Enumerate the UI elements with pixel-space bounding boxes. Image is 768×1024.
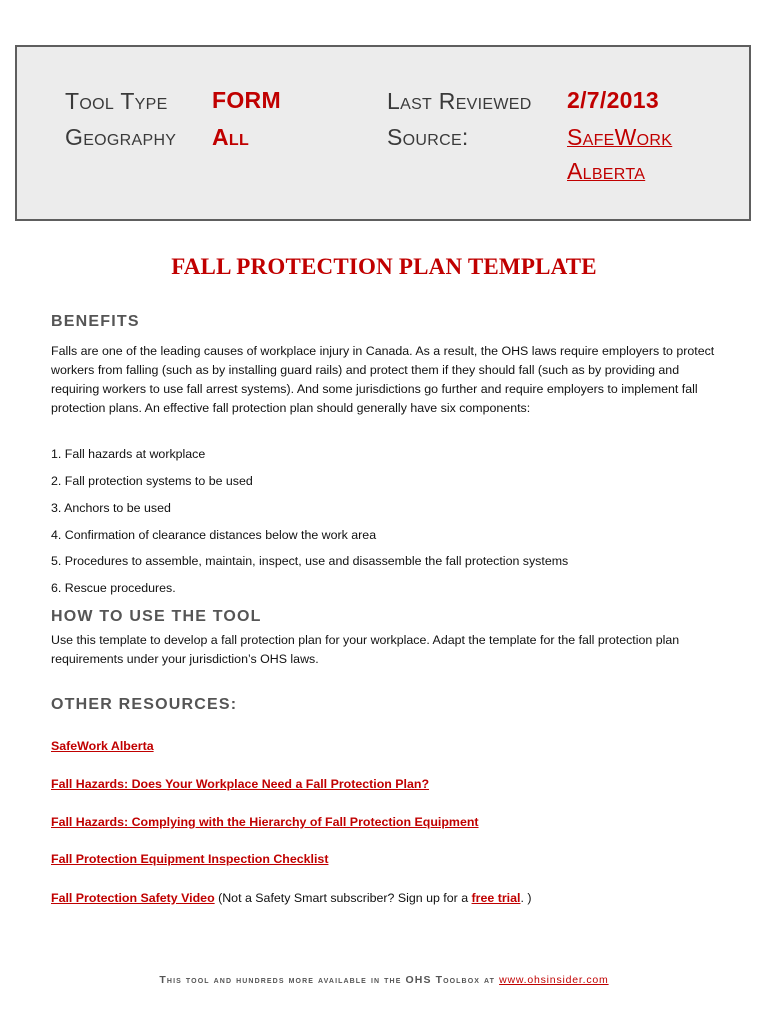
benefits-paragraph [51, 342, 723, 418]
source-link-line2[interactable]: Alberta [567, 158, 646, 184]
how-to-text: Use this template to develop a fall protection plan for your workplace. Adapt the template for the fall protection plan requirements under your jurisdiction’s OHS laws. [51, 633, 680, 666]
source-link-line1[interactable]: SafeWork [567, 124, 673, 150]
resource-link-fall-protection-plan[interactable]: Fall Hazards: Does Your Workplace Need a Fall Protection Plan? [51, 777, 430, 791]
video-suffix-b: . ) [520, 891, 532, 905]
tool-type-value: FORM [212, 87, 281, 113]
footer [0, 974, 768, 986]
resources-heading: OTHER RESOURCES: [51, 696, 238, 713]
geography-label: Geography [65, 124, 177, 150]
video-suffix-a: (Not a Safety Smart subscriber? Sign up for a [214, 891, 472, 905]
footer-link[interactable]: www.ohsinsider.com [499, 974, 609, 986]
geography-value: All [212, 124, 250, 150]
resource-video-line [51, 890, 531, 906]
list-item: 1. Fall hazards at workplace [51, 447, 206, 461]
how-to-paragraph [51, 631, 723, 669]
list-item: 5. Procedures to assemble, maintain, inspect, use and disassemble the fall protection systems [51, 554, 569, 568]
last-reviewed-value: 2/7/2013 [567, 87, 659, 113]
list-item: 4. Confirmation of clearance distances below the work area [51, 528, 377, 542]
list-item: 6. Rescue procedures. [51, 581, 176, 595]
benefits-heading: BENEFITS [51, 313, 140, 330]
resource-link-safety-video[interactable]: Fall Protection Safety Video [51, 891, 215, 905]
last-reviewed-label: Last Reviewed [387, 88, 532, 114]
how-to-heading: HOW TO USE THE TOOL [51, 608, 262, 625]
list-item: 2. Fall protection systems to be used [51, 474, 253, 488]
resource-link-hierarchy[interactable]: Fall Hazards: Complying with the Hierarchy of Fall Protection Equipment [51, 815, 479, 829]
resource-link-inspection-checklist[interactable]: Fall Protection Equipment Inspection Checklist [51, 852, 329, 866]
tool-type-label: Tool Type [65, 88, 168, 114]
free-trial-link[interactable]: free trial [471, 891, 521, 905]
header-info-box [15, 45, 751, 221]
resource-link-safework-alberta[interactable]: SafeWork Alberta [51, 739, 154, 753]
benefits-text: Falls are one of the leading causes of workplace injury in Canada. As a result, the OHS laws require employers to protect workers from falling (such as by installing guard rails) and protect them if they should fall (such as by providing and requiring workers to use fall arrest systems). And some jurisdictions go further and require employers to implement fall protection plans. An effective fall protection plan should generally have six components: [51, 344, 715, 415]
source-label: Source: [387, 124, 469, 150]
list-item: 3. Anchors to be used [51, 501, 171, 515]
page-title: FALL PROTECTION PLAN TEMPLATE [171, 254, 597, 279]
footer-text: This tool and hundreds more available in the OHS Toolbox at [159, 974, 500, 986]
